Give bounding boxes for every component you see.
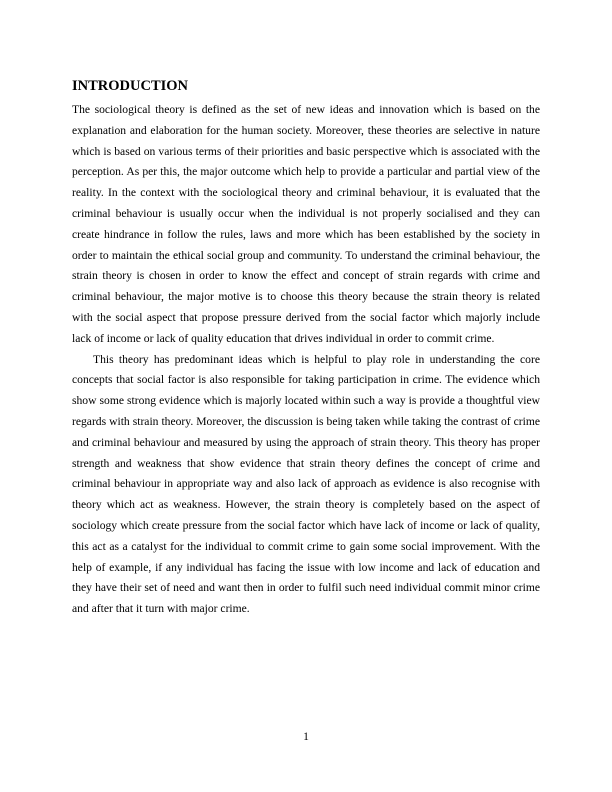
paragraph-2: This theory has predominant ideas which is helpful to play role in understanding the core concepts that social factor is also responsible for taking participation in crime. The evidence which show some strong evidence which is majorly located within such a way is provide a thoughtful view regards with strain theory. Moreover, the discussion is being taken while taking the contrast of crime and criminal behaviour and measured by using the approach of strain theory. This theory has proper strength and weakness that show evidence that strain theory defines the concept of crime and criminal behaviour in appropriate way and also lack of approach as evidence is also recognise with theory which act as weakness. However, the strain theory is completely based on the aspect of sociology which create pressure from the social factor which have lack of income or lack of quality, this act as a catalyst for the individual to commit crime to gain some social improvement. With the help of example, if any individual has facing the issue with low income and lack of education and they have their set of need and want then in order to fulfil such need individual commit minor crime and after that it turn with major crime.	[72, 352, 540, 616]
section-heading: INTRODUCTION	[72, 78, 189, 94]
document-body	[72, 76, 540, 620]
paragraph-1: The sociological theory is defined as the set of new ideas and innovation which is based on the explanation and elaboration for the human society. Moreover, these theories are selective in nature which is based on various terms of their priorities and basic perspective which is associated with the perception. As per this, the major outcome which help to provide a particular and partial view of the reality. In the context with the sociological theory and criminal behaviour, it is evaluated that the criminal behaviour is usually occur when the individual is not properly socialised and they can create hindrance in follow the rules, laws and more which has been established by the society in order to maintain the ethical social group and community. To understand the criminal behaviour, the strain theory is chosen in order to know the effect and concept of strain regards with crime and criminal behaviour, the major motive is to choose this theory because the strain theory is related with the social aspect that propose pressure derived from the social factor which majorly include lack of income or lack of quality education that drives individual in order to commit crime.	[72, 103, 540, 345]
page-number: 1	[303, 730, 309, 743]
